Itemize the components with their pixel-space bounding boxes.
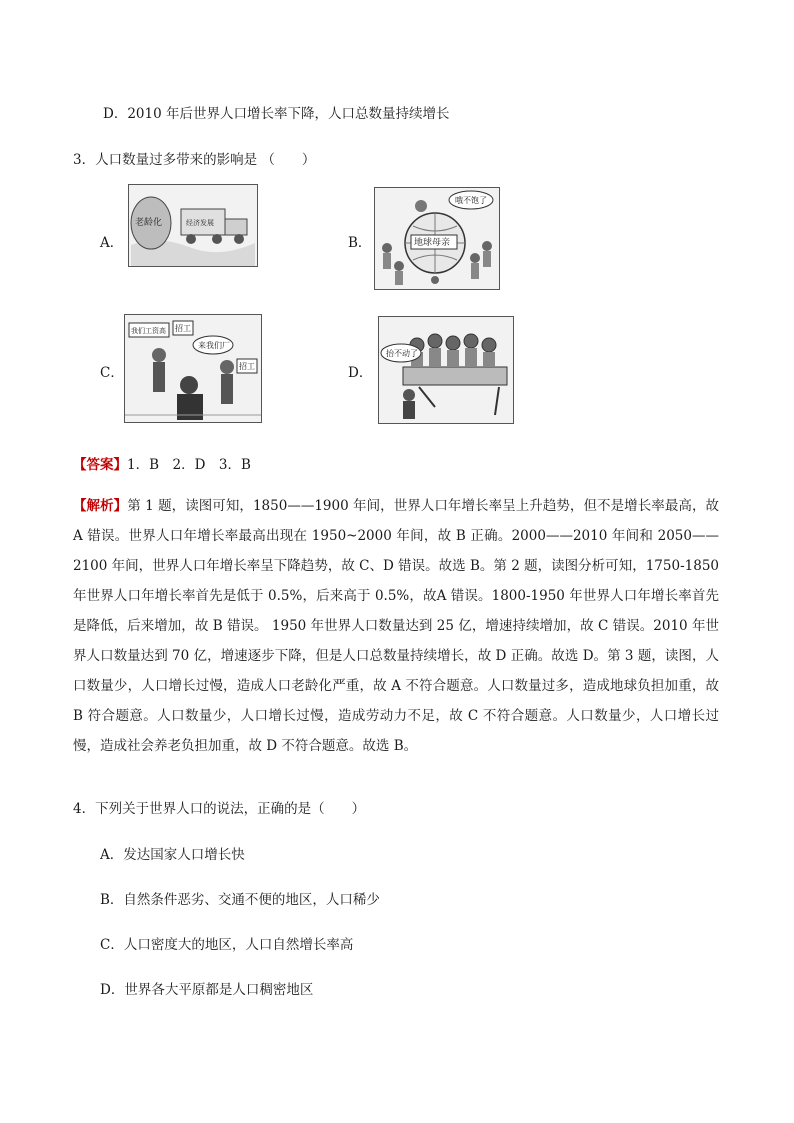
q4-option-d: D．世界各大平原都是人口稠密地区 [100, 982, 314, 998]
analysis-paragraph [73, 491, 719, 761]
elderly-burden-illustration [379, 317, 513, 423]
earth-speech-bubble: 哦不饱了 [455, 196, 487, 205]
q3-option-d-label: D． [348, 365, 373, 381]
labor-shortage-illustration [125, 315, 261, 422]
q3-option-a-cartoon [128, 184, 258, 267]
question-3-stem: 3．人口数量过多带来的影响是 （ ） [73, 152, 316, 168]
q4-option-a: A．发达国家人口增长快 [100, 847, 245, 863]
q4-option-c: C．人口密度大的地区，人口自然增长率高 [100, 937, 354, 953]
answer-tag: 【答案】 [73, 457, 127, 473]
sign-recruiting-1: 招工 [175, 324, 191, 333]
analysis-text: 第 1 题，读图可知，1850——1900 年间，世界人口年增长率呈上升趋势，但不是增长率最高，故 A 错误。世界人口年增长率最高出现在 1950~2000 年间，故 B 正确。2000——2010 年间和 2050——2100 年间，世界人口年增长率呈下降趋势，故 C、D 错误。故选 B。第 2 题，读图分析可知，1750-1850 年世界人口年增长率首先是低于 0.5%，后来高于 0.5%，故A 错误。1800-1950 年世界人口年增长率首先是降低，后来增加，故 B 错误。 1950 年世界人口数量达到 25 亿，增速持续增加，故 C 错误。2010 年世界人口数量达到 70 亿，增速逐步下降，但是人口总数量持续增长，故 D 正确。故选 D。第 3 题，读图，人口数量少，人口增长过慢，造成人口老龄化严重，故 A 不符合题意。人口数量过多，造成地球负担加重，故 B 符合题意。人口数量少，人口增长过慢，造成劳动力不足，故 C 不符合题意。人口数量少，人口增长过慢，造成社会养老负担加重，故 D 不符合题意。故选 B。 [73, 498, 719, 754]
cant-carry-bubble: 抬不动了 [386, 349, 418, 358]
q3-option-c-cartoon [124, 314, 262, 423]
question-4-stem: 4．下列关于世界人口的说法，正确的是（ ） [73, 801, 366, 817]
q3-option-d-cartoon [378, 316, 514, 424]
q4-option-b: B．自然条件恶劣、交通不便的地区，人口稀少 [100, 892, 380, 908]
answer-text: 1．B 2．D 3．B [127, 457, 251, 473]
earth-label: 地球母亲 [414, 238, 451, 248]
factory-invite-bubble: 来我们厂 [198, 341, 230, 350]
overburdened-earth-illustration [375, 188, 499, 289]
aging-truck-illustration [129, 185, 257, 266]
truck-sign: 经济发展 [186, 219, 214, 227]
sign-high-wages: 我们工资高 [131, 327, 166, 335]
q3-option-c-label: C． [100, 365, 124, 381]
previous-option-d: D．2010 年后世界人口增长率下降，人口总数量持续增长 [103, 106, 450, 122]
sign-recruiting-2: 招工 [239, 362, 255, 371]
answer-line [73, 453, 251, 473]
analysis-tag: 【解析】 [73, 498, 128, 514]
q3-option-b-label: B． [348, 235, 372, 251]
q3-option-b-cartoon [374, 187, 500, 290]
q3-option-a-label: A． [100, 235, 124, 251]
aging-caption: 老龄化 [135, 218, 163, 228]
